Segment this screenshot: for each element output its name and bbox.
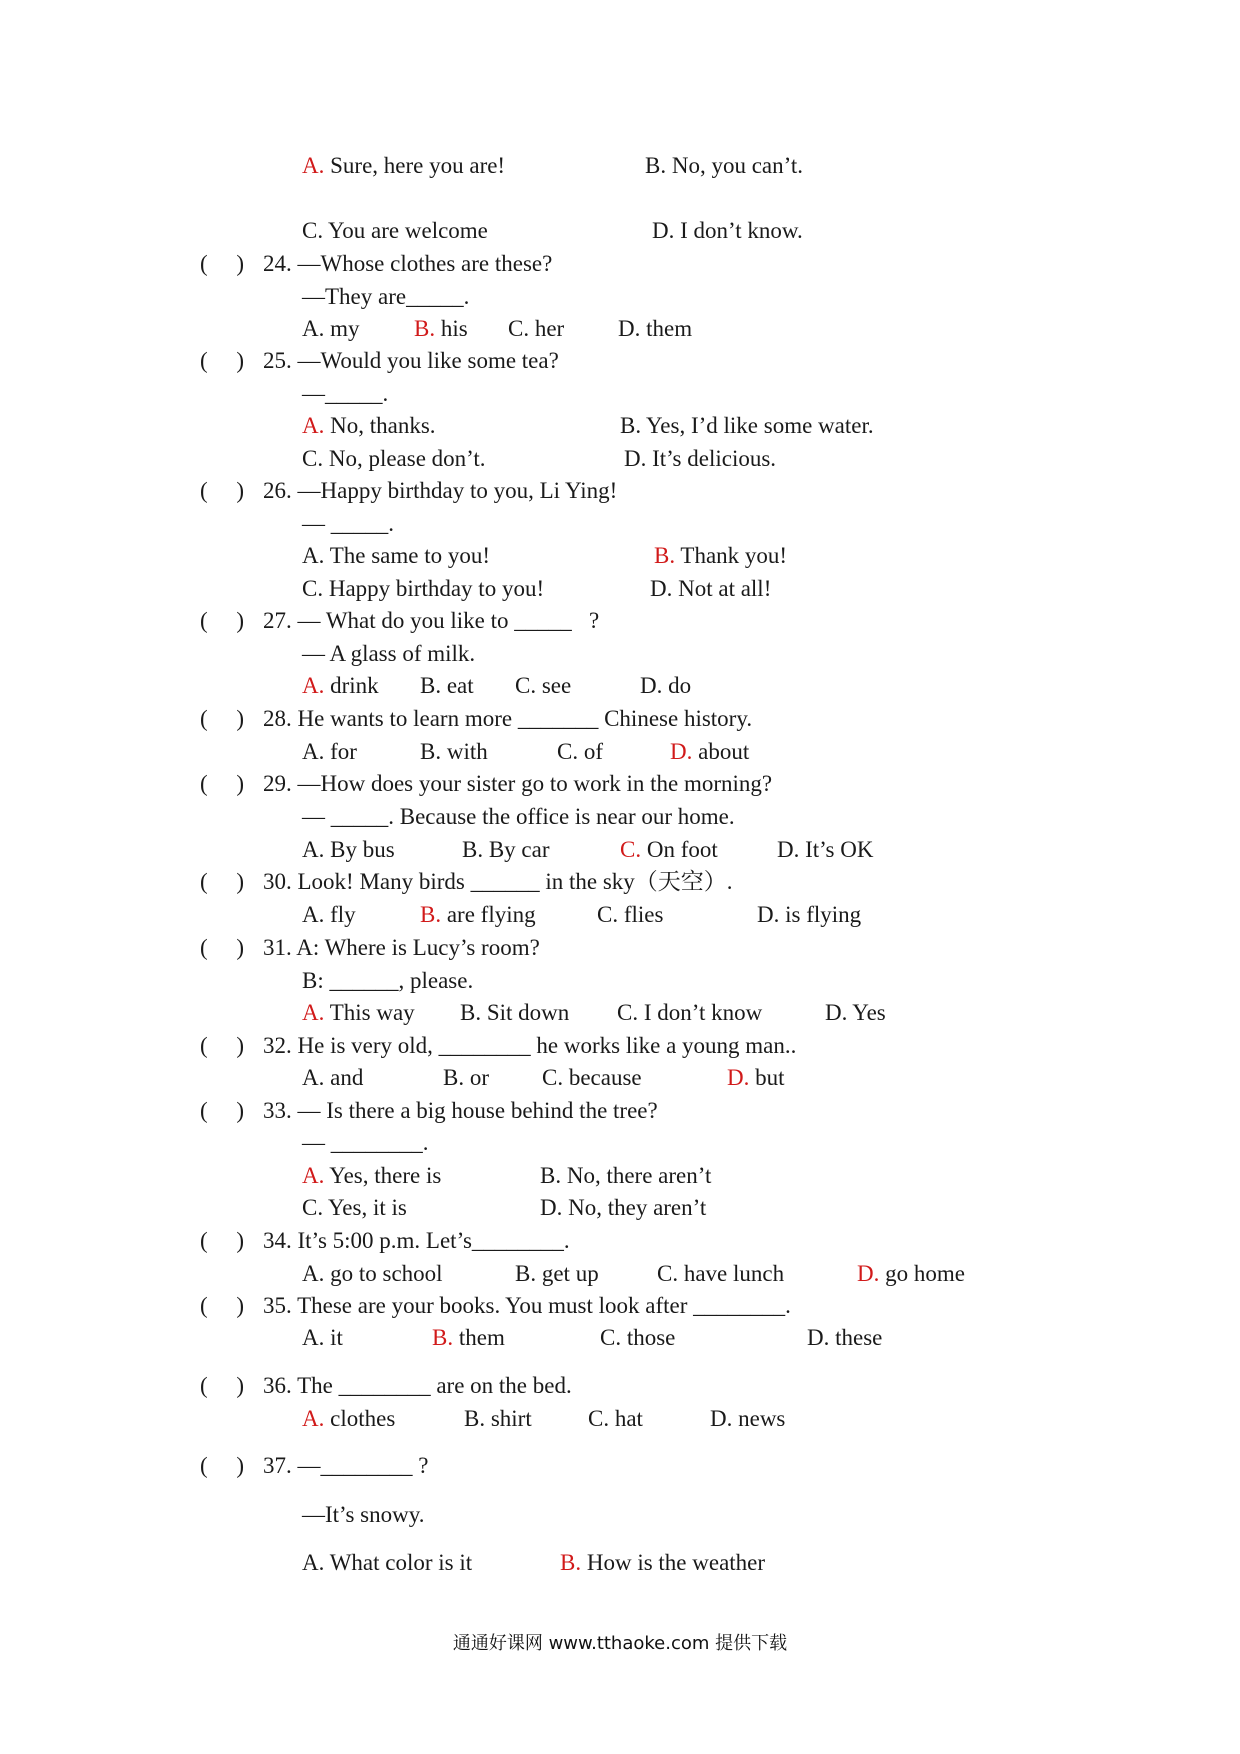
q29-option-b: B. By car (462, 837, 550, 862)
q28-option-d-text: about (692, 739, 750, 764)
q26-option-d: D. Not at all! (650, 576, 772, 601)
q25-option-a-text: No, thanks. (324, 413, 436, 438)
q26-option-c: C. Happy birthday to you! (302, 576, 545, 601)
q29-option-a: A. By bus (302, 837, 395, 862)
q28-option-b: B. with (420, 739, 488, 764)
q30-option-b (420, 901, 536, 929)
q27-option-a (302, 672, 379, 700)
q30-option-d: D. is flying (757, 902, 862, 927)
q35-option-b (432, 1324, 505, 1352)
q24-option-c: C. her (508, 316, 565, 341)
q31-option-a-letter: A. (302, 1000, 325, 1025)
q32-stem: 32. He is very old, ________ he works like a young man.. (263, 1033, 797, 1058)
q32-option-d (727, 1064, 785, 1092)
q35-answer-blank: ( ) (200, 1293, 245, 1318)
q29-answer-blank: ( ) (200, 771, 245, 796)
q26-option-b-text: Thank you! (675, 543, 788, 568)
q26-option-b-letter: B. (654, 543, 676, 568)
q24-option-d: D. them (618, 316, 693, 341)
q29-option-c-letter: C. (620, 837, 642, 862)
q23-option-b: B. No, you can’t. (645, 153, 804, 178)
q24-option-b-text: his (435, 316, 468, 341)
q24-answer-blank: ( ) (200, 251, 245, 276)
q37-option-b-text: How is the weather (581, 1550, 766, 1575)
q34-option-d (857, 1260, 965, 1288)
q23-option-a (302, 152, 505, 180)
q27-option-b: B. eat (420, 673, 474, 698)
q28-option-d (670, 738, 749, 766)
q32-option-a: A. and (302, 1065, 364, 1090)
q33-stem: 33. — Is there a big house behind the tree? (263, 1098, 658, 1123)
q31-option-d: D. Yes (825, 1000, 886, 1025)
q24-stem: 24. —Whose clothes are these? (263, 251, 553, 276)
q34-option-a: A. go to school (302, 1261, 443, 1286)
q24-option-b (414, 315, 468, 343)
q37-option-a: A. What color is it (302, 1550, 473, 1575)
q25-option-d: D. It’s delicious. (624, 446, 777, 471)
q33-option-b: B. No, there aren’t (540, 1163, 712, 1188)
q25-answer-blank: ( ) (200, 348, 245, 373)
q33-option-a-letter: A. (302, 1163, 325, 1188)
q31-stem: 31. A: Where is Lucy’s room? (263, 935, 540, 960)
q24-option-a: A. my (302, 316, 360, 341)
q30-option-b-letter: B. (420, 902, 442, 927)
q24-line2: —They are_____. (302, 284, 470, 309)
q25-option-a (302, 412, 436, 440)
q23-option-a-text: Sure, here you are! (324, 153, 506, 178)
q29-line2: — _____. Because the office is near our home. (302, 804, 735, 829)
q23-option-c: C. You are welcome (302, 218, 488, 243)
q36-option-a-letter: A. (302, 1406, 325, 1431)
q23-option-a-letter: A. (302, 153, 325, 178)
q31-option-a (302, 999, 415, 1027)
q34-option-c: C. have lunch (657, 1261, 785, 1286)
q29-option-c-text: On foot (641, 837, 718, 862)
q29-option-c (620, 836, 718, 864)
q30-stem: 30. Look! Many birds ______ in the sky（天空）. (263, 869, 733, 894)
q30-option-b-text: are flying (441, 902, 536, 927)
q34-option-d-letter: D. (857, 1261, 880, 1286)
q34-option-d-text: go home (879, 1261, 965, 1286)
q31-option-a-text: This way (324, 1000, 415, 1025)
q27-answer-blank: ( ) (200, 608, 245, 633)
q33-option-d: D. No, they aren’t (540, 1195, 707, 1220)
q25-line2: —_____. (302, 381, 389, 406)
q33-option-c: C. Yes, it is (302, 1195, 407, 1220)
q28-option-c: C. of (557, 739, 603, 764)
q35-option-b-text: them (453, 1325, 505, 1350)
q24-option-b-letter: B. (414, 316, 436, 341)
q36-stem: 36. The ________ are on the bed. (263, 1373, 572, 1398)
q36-option-a-text: clothes (324, 1406, 396, 1431)
q28-stem: 28. He wants to learn more _______ Chinese history. (263, 706, 753, 731)
q23-option-d: D. I don’t know. (652, 218, 803, 243)
q34-stem: 34. It’s 5:00 p.m. Let’s________. (263, 1228, 570, 1253)
q27-stem: 27. — What do you like to _____ ? (263, 608, 600, 633)
q31-answer-blank: ( ) (200, 935, 245, 960)
q29-stem: 29. —How does your sister go to work in the morning? (263, 771, 773, 796)
q32-option-c: C. because (542, 1065, 642, 1090)
q37-option-b-letter: B. (560, 1550, 582, 1575)
q36-option-c: C. hat (588, 1406, 643, 1431)
q32-option-b: B. or (443, 1065, 489, 1090)
q37-answer-blank: ( ) (200, 1453, 245, 1478)
q33-option-a-text: Yes, there is (324, 1163, 442, 1188)
q25-option-a-letter: A. (302, 413, 325, 438)
q32-option-d-letter: D. (727, 1065, 750, 1090)
q26-option-a: A. The same to you! (302, 543, 491, 568)
q28-answer-blank: ( ) (200, 706, 245, 731)
q32-answer-blank: ( ) (200, 1033, 245, 1058)
q25-option-c: C. No, please don’t. (302, 446, 486, 471)
q30-option-a: A. fly (302, 902, 356, 927)
q30-option-c: C. flies (597, 902, 664, 927)
q35-option-c: C. those (600, 1325, 676, 1350)
q26-answer-blank: ( ) (200, 478, 245, 503)
q26-line2: — _____. (302, 511, 394, 536)
q27-option-a-letter: A. (302, 673, 325, 698)
q27-option-a-text: drink (324, 673, 379, 698)
q28-option-d-letter: D. (670, 739, 693, 764)
q37-option-b (560, 1549, 765, 1577)
q35-stem: 35. These are your books. You must look after ________. (263, 1293, 791, 1318)
q31-option-b: B. Sit down (460, 1000, 570, 1025)
q26-option-b (654, 542, 787, 570)
q25-option-b: B. Yes, I’d like some water. (620, 413, 874, 438)
q37-stem: 37. —________ ? (263, 1453, 429, 1478)
q35-option-b-letter: B. (432, 1325, 454, 1350)
q26-stem: 26. —Happy birthday to you, Li Ying! (263, 478, 618, 503)
q29-option-d: D. It’s OK (777, 837, 874, 862)
q34-answer-blank: ( ) (200, 1228, 245, 1253)
q34-option-b: B. get up (515, 1261, 599, 1286)
q31-line2: B: ______, please. (302, 968, 474, 993)
q37-line2: —It’s snowy. (302, 1502, 425, 1527)
q27-option-c: C. see (515, 673, 572, 698)
q36-option-d: D. news (710, 1406, 786, 1431)
q36-answer-blank: ( ) (200, 1373, 245, 1398)
q31-option-c: C. I don’t know (617, 1000, 763, 1025)
page-footer: 通通好课网 www.tthaoke.com 提供下载 (452, 1633, 788, 1654)
q27-line2: — A glass of milk. (302, 641, 476, 666)
q25-stem: 25. —Would you like some tea? (263, 348, 559, 373)
q30-answer-blank: ( ) (200, 869, 245, 894)
q33-line2: — ________. (302, 1130, 429, 1155)
q35-option-d: D. these (807, 1325, 883, 1350)
q35-option-a: A. it (302, 1325, 343, 1350)
q32-option-d-text: but (749, 1065, 785, 1090)
q27-option-d: D. do (640, 673, 692, 698)
q36-option-b: B. shirt (464, 1406, 532, 1431)
q28-option-a: A. for (302, 739, 357, 764)
q36-option-a (302, 1405, 395, 1433)
q33-option-a (302, 1162, 441, 1190)
q33-answer-blank: ( ) (200, 1098, 245, 1123)
